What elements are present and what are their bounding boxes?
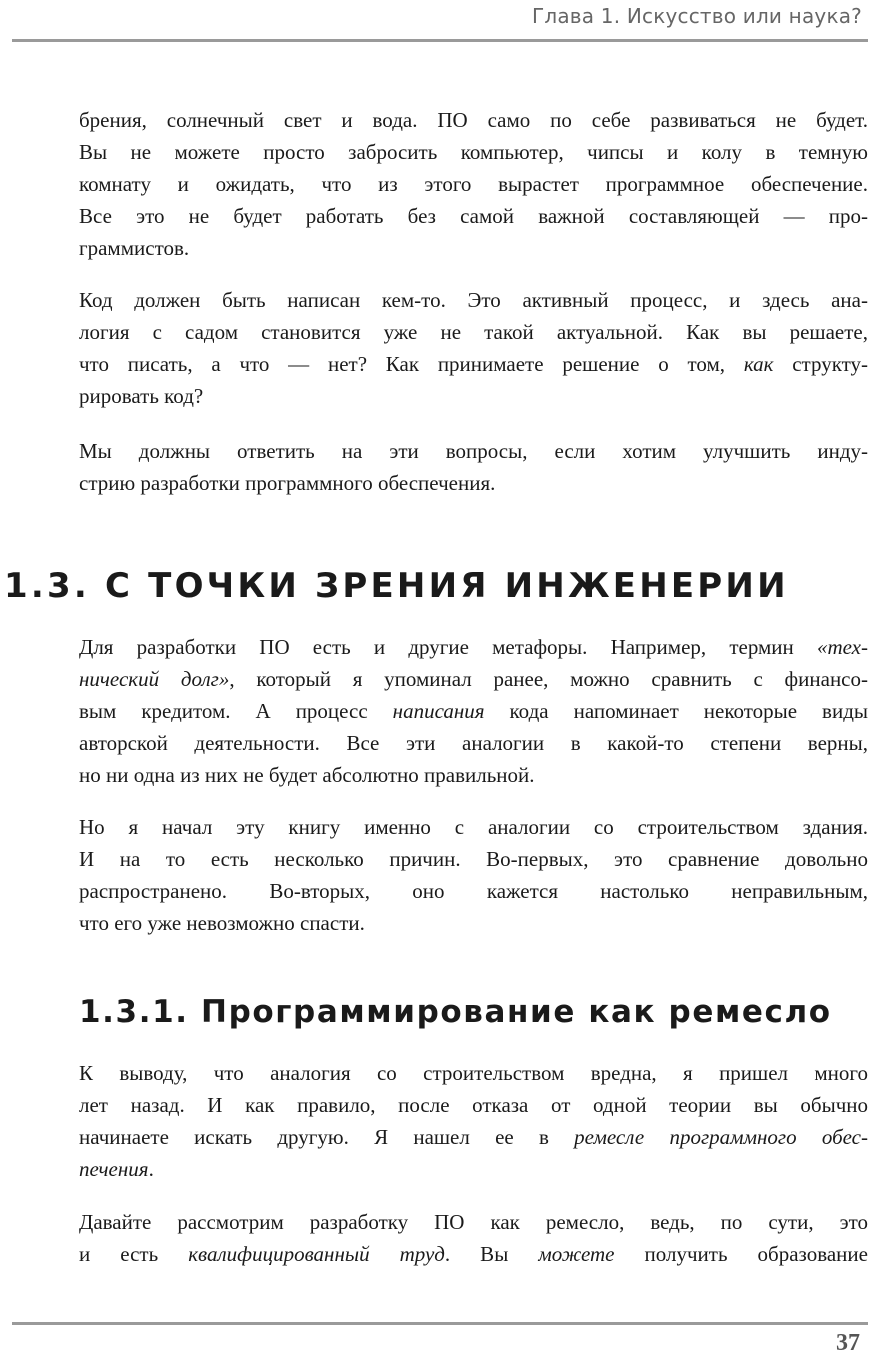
text-line bbox=[79, 631, 868, 663]
text-run: и есть bbox=[79, 1242, 189, 1266]
text-line: И на то есть несколько причин. Во-первых, это сравнение довольно bbox=[79, 847, 868, 871]
text-line: лет назад. И как правило, после отказа от одной теории вы обычно bbox=[79, 1093, 868, 1117]
text-line bbox=[79, 348, 868, 380]
text-line: Код должен быть написан кем-то. Это активный процесс, и здесь ана- bbox=[79, 288, 868, 312]
text-line: стрию разработки программного обеспечения. bbox=[79, 471, 496, 495]
text-line: Вы не можете просто забросить компьютер, чипсы и колу в темную bbox=[79, 140, 868, 164]
emphasis-text: печения bbox=[79, 1157, 149, 1181]
text-run: . Вы bbox=[444, 1242, 539, 1266]
paragraph bbox=[79, 104, 868, 264]
emphasis-text: написания bbox=[392, 699, 485, 723]
text-line: логия с садом становится уже не такой актуальной. Как вы решаете, bbox=[79, 320, 868, 344]
text-line: распространено. Во-вторых, оно кажется настолько неправильным, bbox=[79, 879, 868, 903]
footer-rule bbox=[12, 1322, 868, 1325]
text-line: рировать код? bbox=[79, 384, 204, 408]
emphasis-text: ремесле программного обес- bbox=[574, 1125, 868, 1149]
text-line: К выводу, что аналогия со строительством вредна, я пришел много bbox=[79, 1061, 868, 1085]
text-run: . bbox=[148, 1157, 154, 1181]
text-run: начинаете искать другую. Я нашел ее в bbox=[79, 1125, 575, 1149]
paragraph bbox=[79, 1057, 868, 1185]
text-run: получить образование bbox=[614, 1242, 868, 1266]
text-line: что его уже невозможно спасти. bbox=[79, 911, 365, 935]
text-run: Для разработки ПО есть и другие метафоры. Например, термин bbox=[79, 635, 817, 659]
subsection-heading: 1.3.1. Программирование как ремесло bbox=[79, 994, 832, 1030]
text-run: что писать, а что — нет? Как принимаете решение о том, bbox=[79, 352, 744, 376]
emphasis-text: можете bbox=[538, 1242, 615, 1266]
paragraph bbox=[79, 811, 868, 939]
running-title: Глава 1. Искусство или наука? bbox=[531, 4, 862, 28]
text-line: брения, солнечный свет и вода. ПО само по себе развиваться не будет. bbox=[79, 108, 868, 132]
text-run: структу- bbox=[773, 352, 869, 376]
header-rule bbox=[12, 39, 868, 42]
text-line bbox=[79, 695, 868, 727]
text-line: Все это не будет работать без самой важной составляющей — про- bbox=[79, 204, 868, 228]
text-line: авторской деятельности. Все эти аналогии в какой-то степени верны, bbox=[79, 731, 868, 755]
text-line bbox=[79, 1238, 868, 1270]
text-line: комнату и ожидать, что из этого вырастет программное обеспечение. bbox=[79, 172, 868, 196]
emphasis-text: нический долг» bbox=[79, 667, 230, 691]
page-number: 37 bbox=[836, 1330, 860, 1356]
paragraph bbox=[79, 1206, 868, 1270]
text-line: Давайте рассмотрим разработку ПО как ремесло, ведь, по сути, это bbox=[79, 1210, 868, 1234]
emphasis-text: как bbox=[743, 352, 774, 376]
emphasis-text: квалифицированный труд bbox=[188, 1242, 445, 1266]
text-run: вым кредитом. А процесс bbox=[79, 699, 393, 723]
paragraph bbox=[79, 631, 868, 791]
text-line bbox=[79, 663, 868, 695]
text-line: но ни одна из них не будет абсолютно правильной. bbox=[79, 763, 535, 787]
text-line bbox=[79, 1121, 868, 1153]
section-heading: 1.3. С ТОЧКИ ЗРЕНИЯ ИНЖЕНЕРИИ bbox=[4, 566, 789, 606]
text-line: Мы должны ответить на эти вопросы, если хотим улучшить инду- bbox=[79, 439, 868, 463]
text-run: кода напоминает некоторые виды bbox=[484, 699, 868, 723]
paragraph bbox=[79, 435, 868, 499]
text-line: Но я начал эту книгу именно с аналогии со строительством здания. bbox=[79, 815, 868, 839]
text-line bbox=[79, 1153, 868, 1185]
text-run: , который я упоминал ранее, можно сравнить с финансо- bbox=[229, 667, 868, 691]
paragraph bbox=[79, 284, 868, 412]
text-line: граммистов. bbox=[79, 236, 190, 260]
emphasis-text: «тех- bbox=[816, 635, 868, 659]
